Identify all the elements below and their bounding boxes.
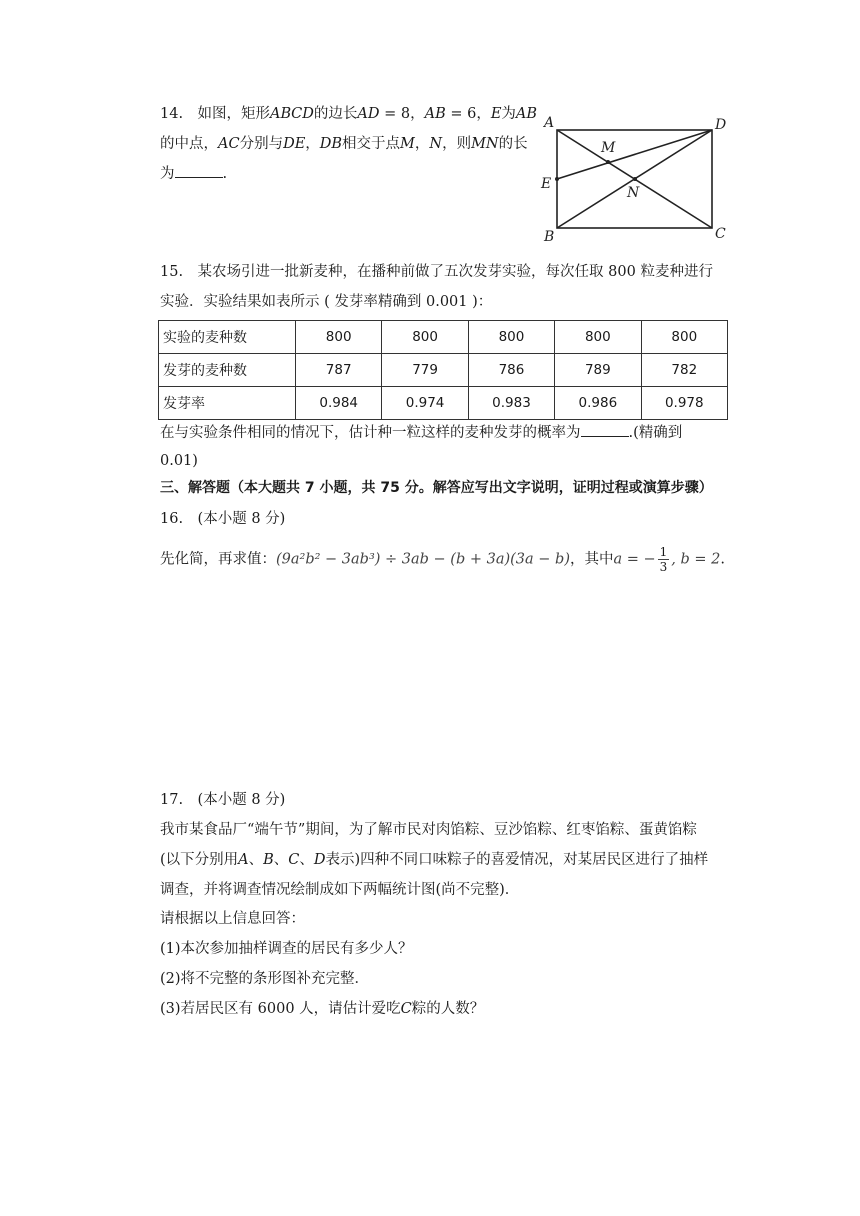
label-c: C xyxy=(715,226,726,242)
q16-cond-b: , b = 2 xyxy=(671,551,721,568)
q16-cond-a: a = − xyxy=(613,551,656,568)
table-cell: 0.974 xyxy=(382,387,468,420)
germination-table xyxy=(158,320,728,420)
table-cell: 789 xyxy=(555,354,641,387)
label-m: M xyxy=(601,140,616,156)
q14-line-3 xyxy=(160,163,227,184)
q16-prefix: 先化简，再求值： xyxy=(160,551,276,568)
label-n: N xyxy=(627,185,640,201)
table-cell: 0.978 xyxy=(641,387,727,420)
q14-line-2: 的中点，𝐴𝐶分别与𝐷𝐸，𝐷𝐵相交于点𝑀，𝑁，则𝑀𝑁的长 xyxy=(160,136,528,152)
q17-line-1: 我市某食品厂“端午节”期间，为了解市民对肉馅粽、豆沙馅粽、红枣馅粽、蛋黄馅粽 xyxy=(160,822,697,838)
q14-line-3-suffix: . xyxy=(222,166,228,182)
table-row-head: 发芽的麦种数 xyxy=(159,354,296,387)
fraction-numerator: 1 xyxy=(659,545,668,559)
q14-line-3-prefix: 为 xyxy=(160,166,175,182)
table-cell: 787 xyxy=(296,354,382,387)
table-row xyxy=(159,321,728,354)
q16-fraction xyxy=(658,545,670,574)
q17-title: 17. (本小题 8 分) xyxy=(160,792,286,808)
q16-title: 16. (本小题 8 分) xyxy=(160,511,286,527)
table-row-head: 实验的麦种数 xyxy=(159,321,296,354)
table-cell: 0.983 xyxy=(468,387,554,420)
q17-question-2: (2)将不完整的条形图补充完整． xyxy=(160,971,370,987)
q15-answer-blank[interactable] xyxy=(581,422,629,437)
table-cell: 0.986 xyxy=(555,387,641,420)
table-cell: 786 xyxy=(468,354,554,387)
q16-expression: (9a²b² − 3ab³) ÷ 3ab − (b + 3a)(3a − b) xyxy=(276,551,570,568)
q16-end: . xyxy=(720,551,725,568)
table-cell: 779 xyxy=(382,354,468,387)
q17-question-1: (1)本次参加抽样调查的居民有多少人？ xyxy=(160,941,413,957)
label-b: B xyxy=(544,229,555,245)
point-n xyxy=(633,177,637,181)
q15-line-1: 15. 某农场引进一批新麦种，在播种前做了五次发芽实验，每次任取 800 粒麦种进行 xyxy=(160,264,713,280)
q17-question-3: (3)若居民区有 6000 人，请估计爱吃𝐶粽的人数？ xyxy=(160,1001,485,1017)
q14-line-1: 14. 如图，矩形𝐴𝐵𝐶𝐷的边长𝐴𝐷 = 8，𝐴𝐵 = 6，𝐸为𝐴𝐵 xyxy=(160,106,538,122)
q14-answer-blank[interactable] xyxy=(175,163,223,178)
q16-body xyxy=(160,545,725,574)
q15-line-2: 实验．实验结果如表所示 ( 发芽率精确到 0.001 )： xyxy=(160,294,493,310)
q15-after-line-1 xyxy=(160,422,682,443)
segment-de xyxy=(557,130,712,179)
table-cell: 800 xyxy=(555,321,641,354)
q17-line-2: (以下分别用𝐴、𝐵、𝐶、𝐷表示)四种不同口味粽子的喜爱情况，对某居民区进行了抽样 xyxy=(160,852,709,868)
label-a: A xyxy=(544,115,555,131)
table-row xyxy=(159,387,728,420)
fraction-denominator: 3 xyxy=(659,560,668,574)
label-e: E xyxy=(541,176,552,192)
point-e xyxy=(555,177,559,181)
q15-after-prefix: 在与实验条件相同的情况下，估计种一粒这样的麦种发芽的概率为 xyxy=(160,425,581,441)
q15-after-line-2: 0.01) xyxy=(160,453,198,469)
point-m xyxy=(606,160,610,164)
q17-line-3: 调查，并将调查情况绘制成如下两幅统计图(尚不完整)． xyxy=(160,882,520,898)
table-cell: 0.984 xyxy=(296,387,382,420)
table-cell: 800 xyxy=(382,321,468,354)
section-3-heading: 三、解答题（本大题共 7 小题，共 75 分。解答应写出文字说明，证明过程或演算步骤） xyxy=(160,480,713,496)
q15-after-suffix: .(精确到 xyxy=(628,425,683,441)
table-cell: 800 xyxy=(641,321,727,354)
table-row-head: 发芽率 xyxy=(159,387,296,420)
table-row xyxy=(159,354,728,387)
q16-middle: ，其中 xyxy=(569,551,614,568)
q17-line-4: 请根据以上信息回答： xyxy=(160,911,305,927)
table-cell: 800 xyxy=(468,321,554,354)
table-cell: 782 xyxy=(641,354,727,387)
label-d: D xyxy=(715,117,727,133)
table-cell: 800 xyxy=(296,321,382,354)
rectangle-figure xyxy=(536,110,736,245)
